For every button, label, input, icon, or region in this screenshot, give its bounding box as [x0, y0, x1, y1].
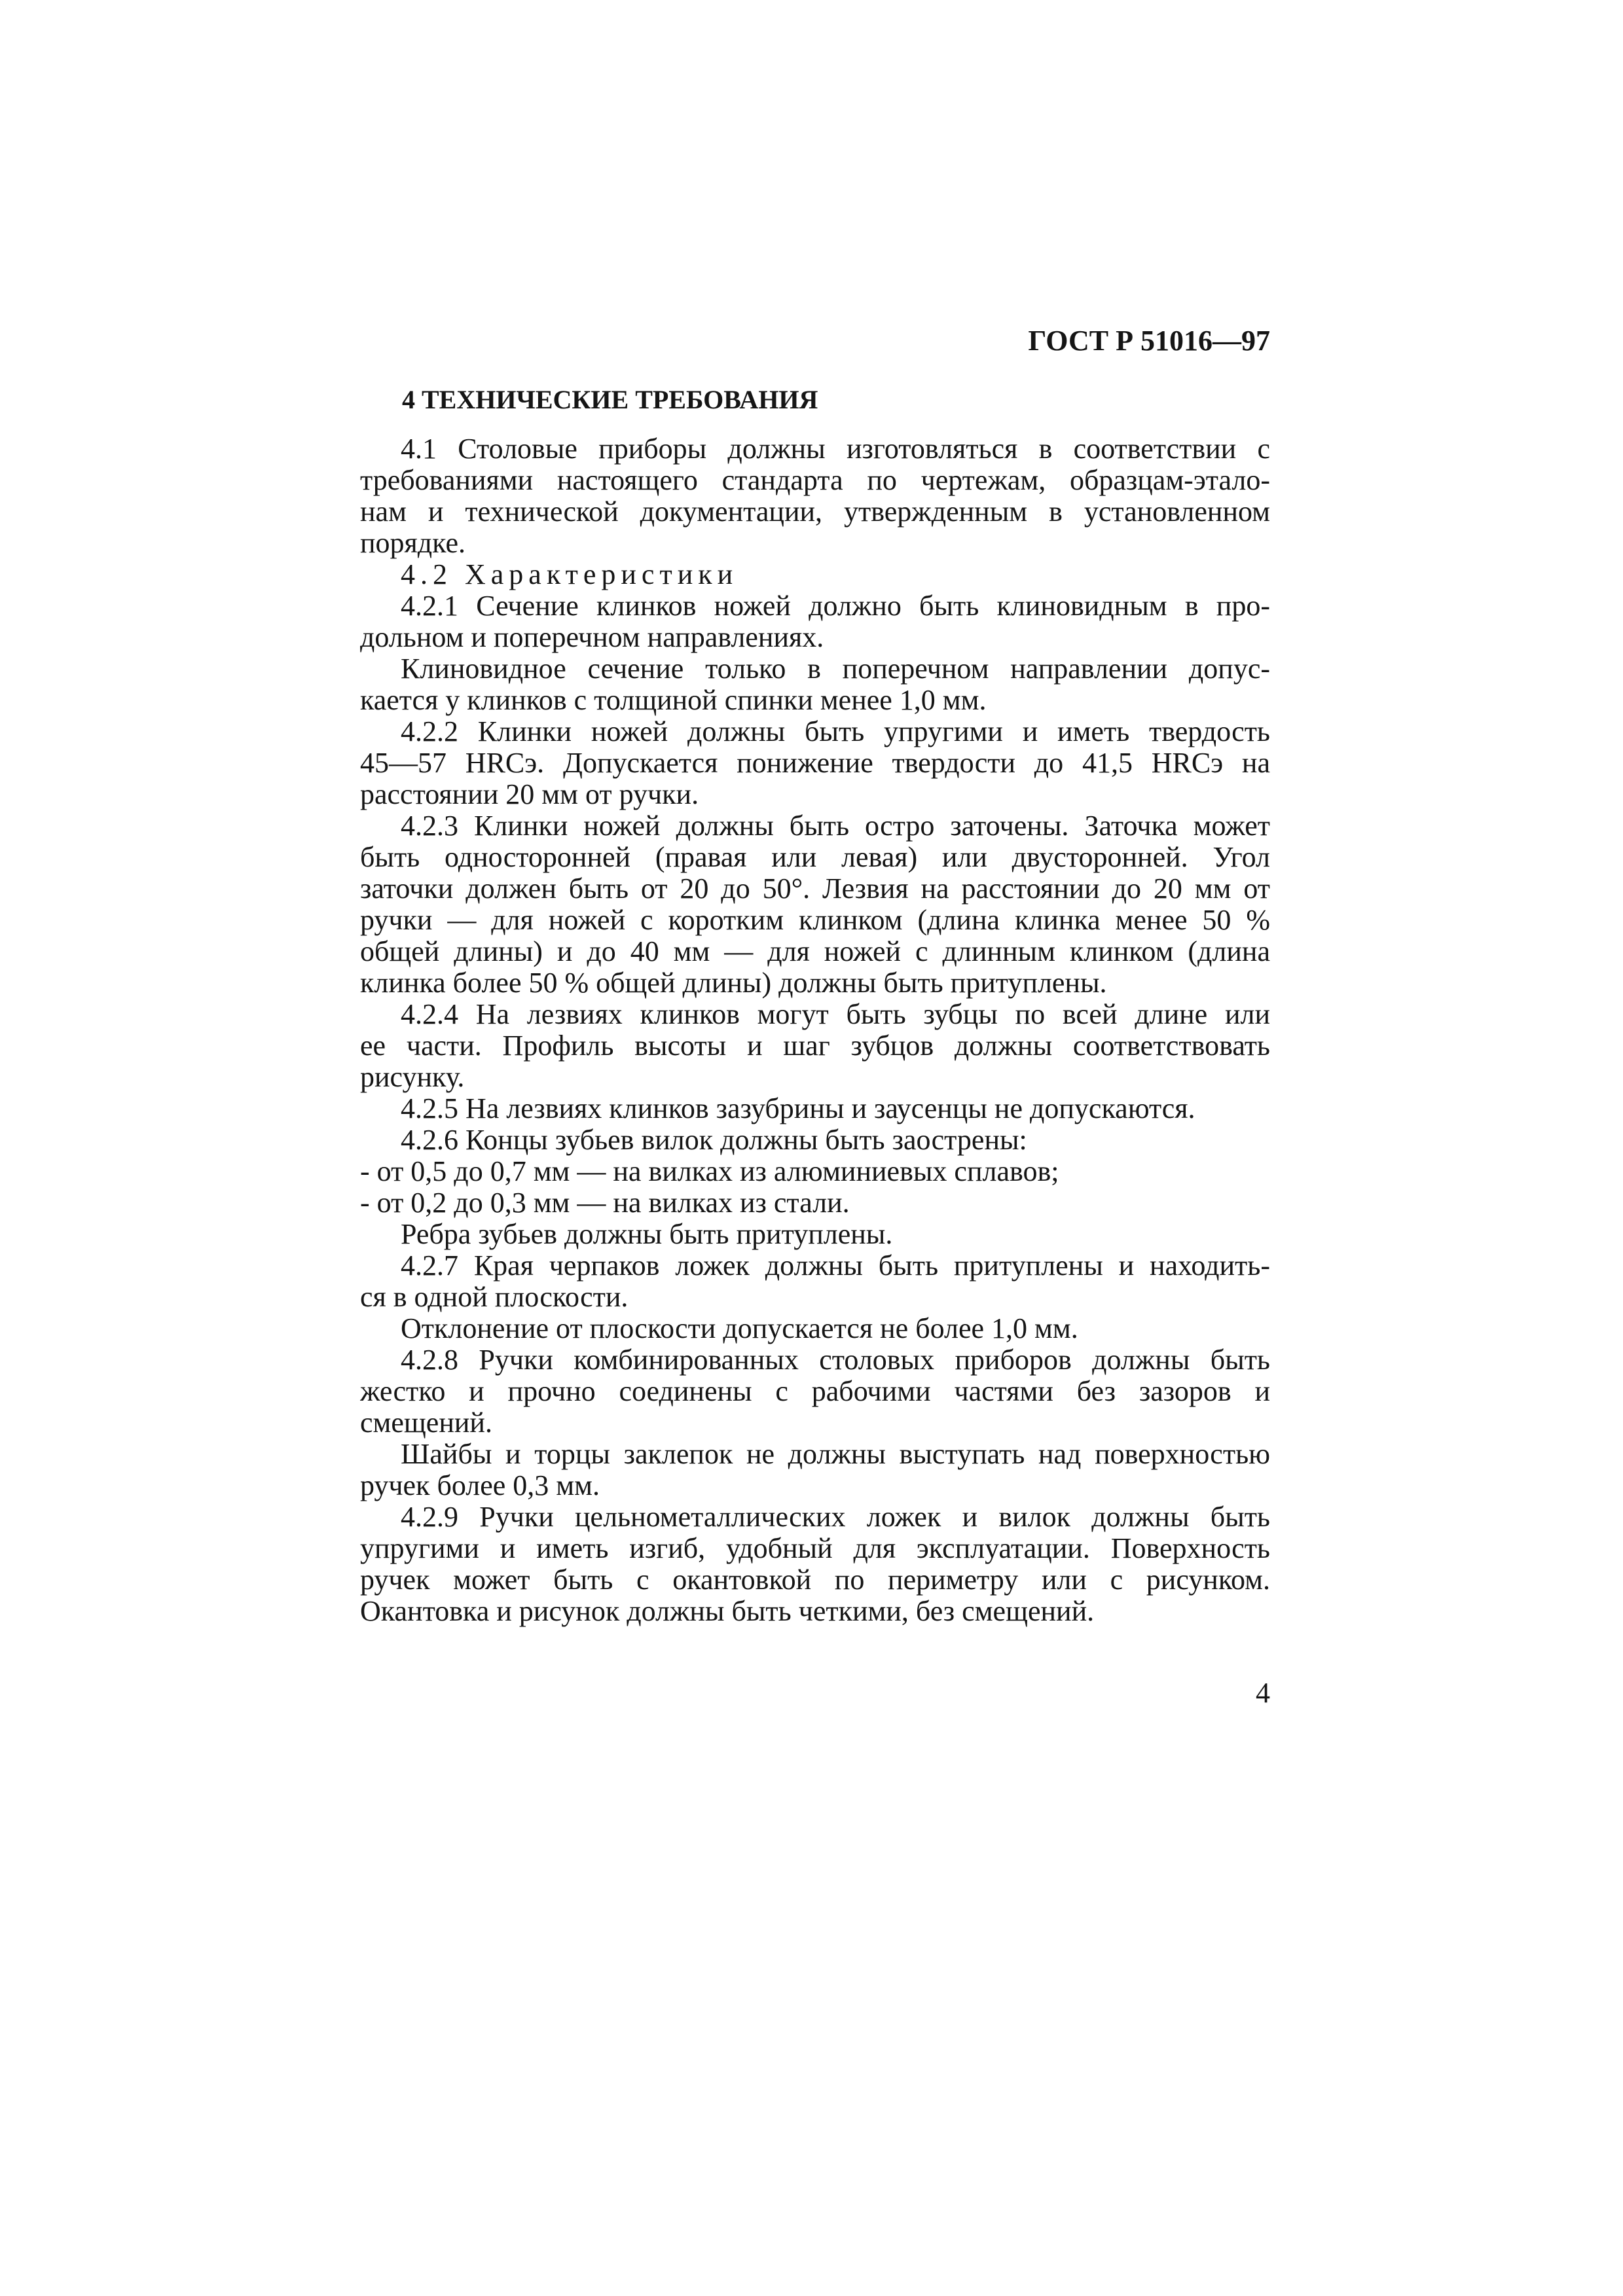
text-line: быть односторонней (правая или левая) или двусторонней. Угол — [360, 842, 1270, 873]
text-line: Шайбы и торцы заклепок не должны выступать над поверхностью — [401, 1439, 1270, 1470]
subsection-title: 4.2 Характеристики — [401, 559, 739, 590]
text-line: дольном и поперечном направлениях. — [360, 622, 824, 653]
text-line: рисунку. — [360, 1062, 465, 1093]
text-line: Окантовка и рисунок должны быть четкими, без смещений. — [360, 1596, 1095, 1627]
text-line: ся в одной плоскости. — [360, 1282, 629, 1313]
text-line: ручки — для ножей с коротким клинком (длина клинка менее 50 % — [360, 905, 1270, 936]
text-line: Ребра зубьев должны быть притуплены. — [401, 1219, 893, 1250]
text-line: 4.1 Столовые приборы должны изготовляться в соответствии с — [401, 433, 1270, 465]
standard-code-header: ГОСТ Р 51016—97 — [1028, 325, 1270, 357]
text-line: 4.2.8 Ручки комбинированных столовых приборов должны быть — [401, 1344, 1270, 1376]
list-item: - от 0,2 до 0,3 мм — на вилках из стали. — [360, 1187, 850, 1219]
section-body — [360, 433, 1270, 1627]
text-line: 4.2.4 На лезвиях клинков могут быть зубцы по всей длине или — [401, 999, 1270, 1030]
text-line: ручек может быть с окантовкой по периметру или с рисунком. — [360, 1564, 1270, 1596]
text-line: упругими и иметь изгиб, удобный для эксплуатации. Поверхность — [360, 1533, 1270, 1564]
text-line: Клиновидное сечение только в поперечном направлении допус- — [401, 653, 1270, 685]
text-line: 4.2.3 Клинки ножей должны быть остро заточены. Заточка может — [401, 810, 1270, 842]
section-heading: 4 ТЕХНИЧЕСКИЕ ТРЕБОВАНИЯ — [402, 385, 818, 414]
text-line: кается у клинков с толщиной спинки менее 1,0 мм. — [360, 685, 987, 716]
text-line: нам и технической документации, утвержденным в установленном — [360, 496, 1270, 528]
text-line: Отклонение от плоскости допускается не более 1,0 мм. — [401, 1313, 1078, 1344]
text-line: смещений. — [360, 1407, 492, 1439]
text-line: расстоянии 20 мм от ручки. — [360, 779, 699, 810]
text-line: ее части. Профиль высоты и шаг зубцов должны соответствовать — [360, 1030, 1270, 1062]
text-line: жестко и прочно соединены с рабочими частями без зазоров и — [360, 1376, 1270, 1407]
text-line: клинка более 50 % общей длины) должны быть притуплены. — [360, 967, 1107, 999]
text-line: ручек более 0,3 мм. — [360, 1470, 600, 1501]
text-line: заточки должен быть от 20 до 50°. Лезвия на расстоянии до 20 мм от — [360, 873, 1270, 905]
text-line: 45—57 HRCэ. Допускается понижение твердости до 41,5 HRCэ на — [360, 747, 1270, 779]
text-line: 4.2.5 На лезвиях клинков зазубрины и заусенцы не допускаются. — [401, 1093, 1195, 1124]
text-line: 4.2.2 Клинки ножей должны быть упругими и иметь твердость — [401, 716, 1270, 747]
text-line: 4.2.7 Края черпаков ложек должны быть притуплены и находить- — [401, 1250, 1270, 1282]
text-line: 4.2.9 Ручки цельнометаллических ложек и вилок должны быть — [401, 1501, 1270, 1533]
text-line: 4.2.6 Концы зубьев вилок должны быть заострены: — [401, 1124, 1027, 1156]
list-item: - от 0,5 до 0,7 мм — на вилках из алюминиевых сплавов; — [360, 1156, 1059, 1187]
text-line: общей длины) и до 40 мм — для ножей с длинным клинком (длина — [360, 936, 1270, 967]
page-number: 4 — [1256, 1677, 1270, 1709]
text-line: 4.2.1 Сечение клинков ножей должно быть клиновидным в про- — [401, 590, 1270, 622]
text-line: требованиями настоящего стандарта по чертежам, образцам-этало- — [360, 465, 1270, 496]
text-line: порядке. — [360, 528, 465, 559]
